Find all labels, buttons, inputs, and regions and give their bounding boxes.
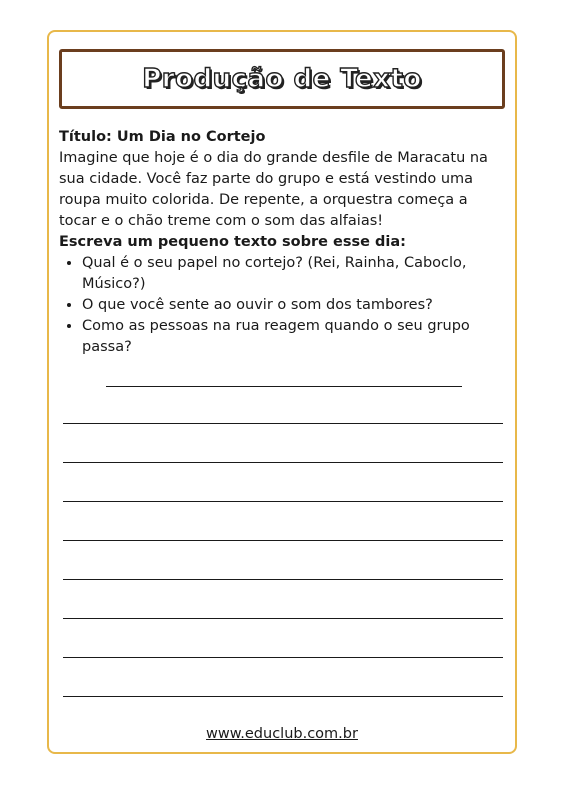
writing-instruction: Escreva um pequeno texto sobre esse dia:	[59, 234, 406, 250]
question-item: • Como as pessoas na rua reagem quando o seu grupo passa?	[82, 316, 507, 358]
writing-line[interactable]	[63, 657, 503, 658]
intro-paragraph: Imagine que hoje é o dia do grande desfile de Maracatu na sua cidade. Você faz parte do grupo e está vestindo uma roupa muito colorida. De repente, a orquestra começa a tocar e o chão treme com o som das alfaias!	[59, 150, 488, 229]
title-banner	[59, 49, 505, 109]
worksheet-content	[59, 127, 507, 358]
writing-line[interactable]	[63, 618, 503, 619]
writing-line[interactable]	[63, 462, 503, 463]
title-writing-line[interactable]	[106, 386, 462, 387]
question-list	[59, 253, 507, 358]
writing-line[interactable]	[63, 540, 503, 541]
writing-line[interactable]	[63, 696, 503, 697]
footer	[49, 726, 515, 742]
writing-line[interactable]	[63, 423, 503, 424]
page-title: Produção de Texto	[142, 64, 422, 94]
footer-link[interactable]: www.educlub.com.br	[206, 726, 358, 742]
question-item: • Qual é o seu papel no cortejo? (Rei, Rainha, Caboclo, Músico?)	[82, 253, 507, 295]
question-item: • O que você sente ao ouvir o som dos tambores?	[82, 295, 507, 316]
writing-line[interactable]	[63, 501, 503, 502]
worksheet-frame	[47, 30, 517, 754]
story-title: Título: Um Dia no Cortejo	[59, 129, 266, 145]
writing-line[interactable]	[63, 579, 503, 580]
